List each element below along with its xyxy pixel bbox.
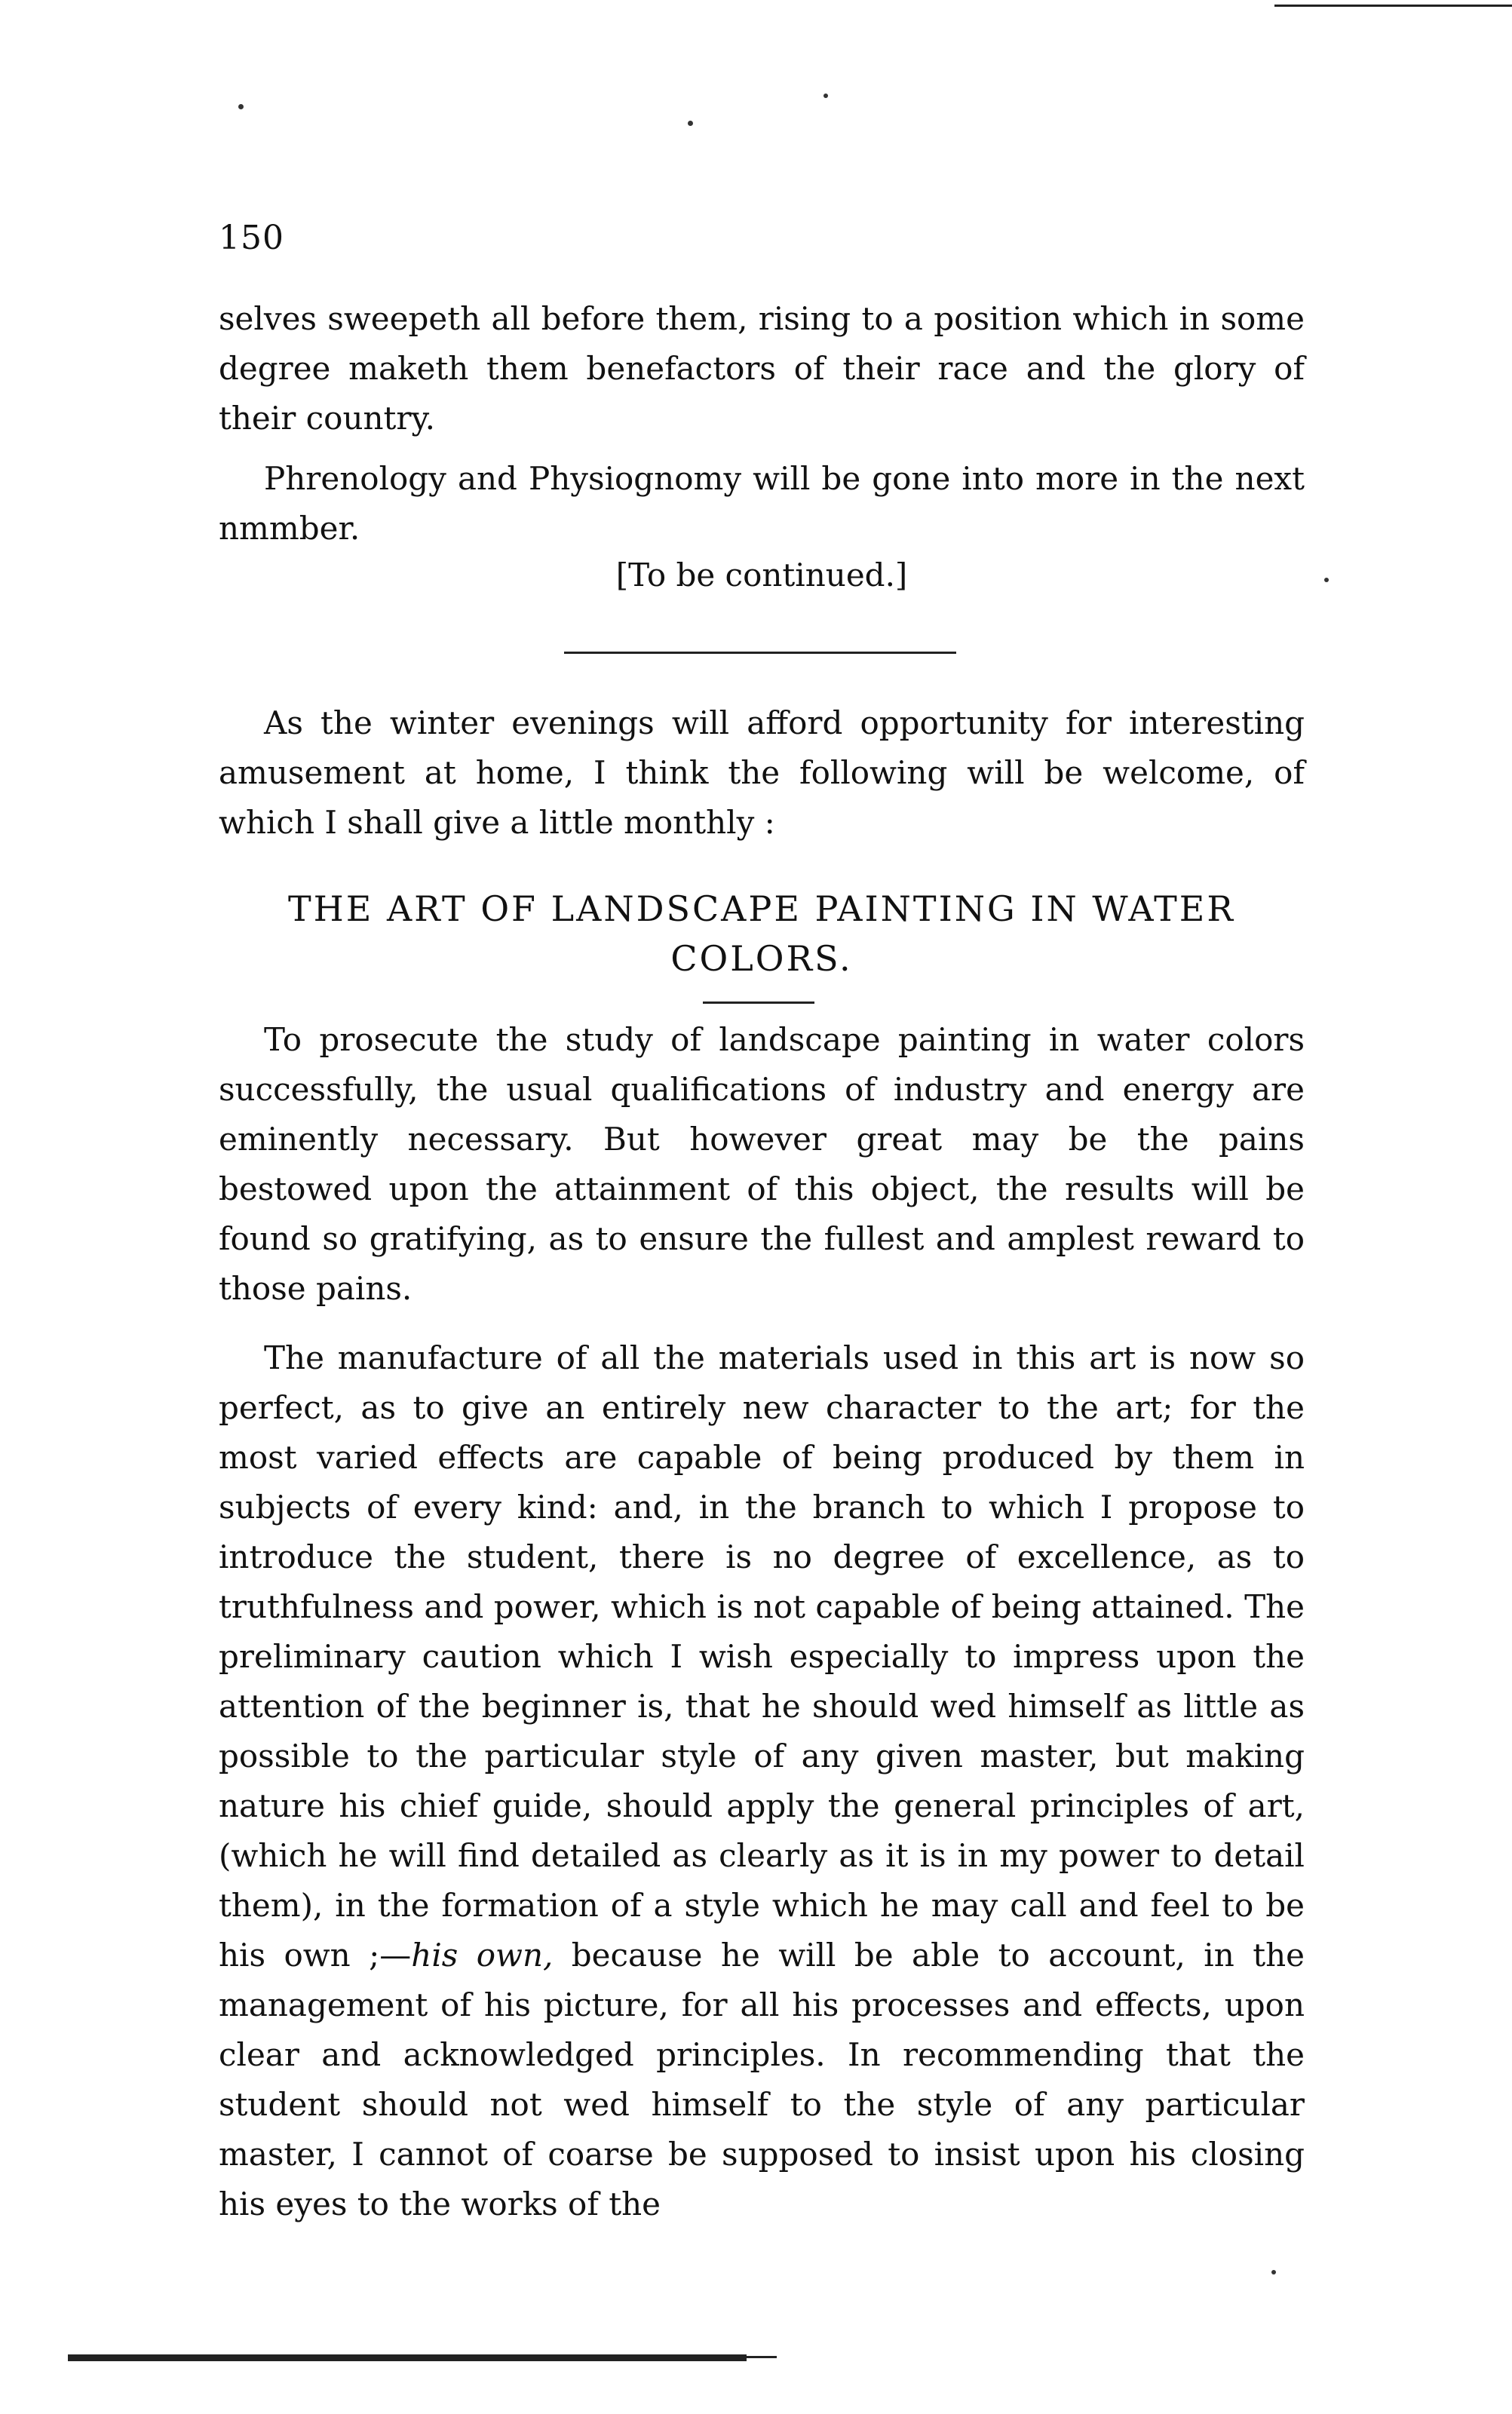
top-edge-rule: [1274, 5, 1512, 7]
paragraph: [219, 1333, 1305, 2229]
intro-text: [219, 698, 1305, 848]
paragraph: As the winter evenings will afford opportunity for interesting amusement at home, I think the following will be welcome, of which I shall give a little monthly :: [219, 704, 1305, 841]
article-title: [219, 884, 1305, 983]
scan-speck: [688, 121, 693, 126]
continued-note: [To be continued.]: [615, 557, 908, 594]
title-divider: [703, 1001, 814, 1004]
article-title-line: THE ART OF LANDSCAPE PAINTING IN WATER: [287, 888, 1236, 929]
article-title-line: COLORS.: [670, 938, 853, 979]
scan-speck: [1324, 578, 1329, 582]
paragraph: Phrenology and Physiognomy will be gone into more in the next nmmber.: [219, 460, 1305, 547]
opening-text: [219, 294, 1305, 554]
scan-speck: [1271, 2270, 1276, 2274]
bottom-edge-rule: [68, 2354, 747, 2361]
scan-speck: [238, 104, 244, 109]
dash: —: [379, 1937, 412, 1974]
paragraph: To prosecute the study of landscape painting in water colors successfully, the usual qualifications of industry and energy are eminently necessary. But however great may be the pains bestowed upon the attainment of this object, the results will be found so gratifying, as to ensure the fullest and amplest reward to those pains.: [219, 1021, 1305, 1307]
emphasis-text: his own,: [411, 1937, 554, 1974]
article-body: [219, 1015, 1305, 2229]
scan-speck: [823, 94, 828, 98]
bottom-edge-rule-tail: [747, 2356, 777, 2358]
paragraph-text: The manufacture of all the materials used in this art is now so perfect, as to give an entirely new character to the art; for the most varied effects are capable of being produced by them in subjects of every kind: and, in the branch to which I propose to introduce the student, there is no degree of excellence, as to truthfulness and power, which is not capable of being attained. The preliminary caution which I wish especially to impress upon the attention of the beginner is, that he should wed himself as little as possible to the particular style of any given master, but making nature his chief guide, should apply the general principles of art, (which he will find detailed as clearly as it is in my power to detail them), in the formation of a style which he may call and feel to be his own ;: [219, 1339, 1305, 1974]
paragraph: selves sweepeth all before them, rising to a position which in some degree maketh them benefactors of their race and the glory of their country.: [219, 300, 1305, 437]
page-number: 150: [219, 219, 284, 257]
paragraph-text: because he will be able to account, in the management of his picture, for all his processes and effects, upon clear and acknowledged principles. In recommending that the student should not wed himself to the style of any particular master, I cannot of coarse be supposed to insist upon his closing his eyes to the works of the: [219, 1937, 1305, 2222]
section-divider: [564, 652, 956, 654]
